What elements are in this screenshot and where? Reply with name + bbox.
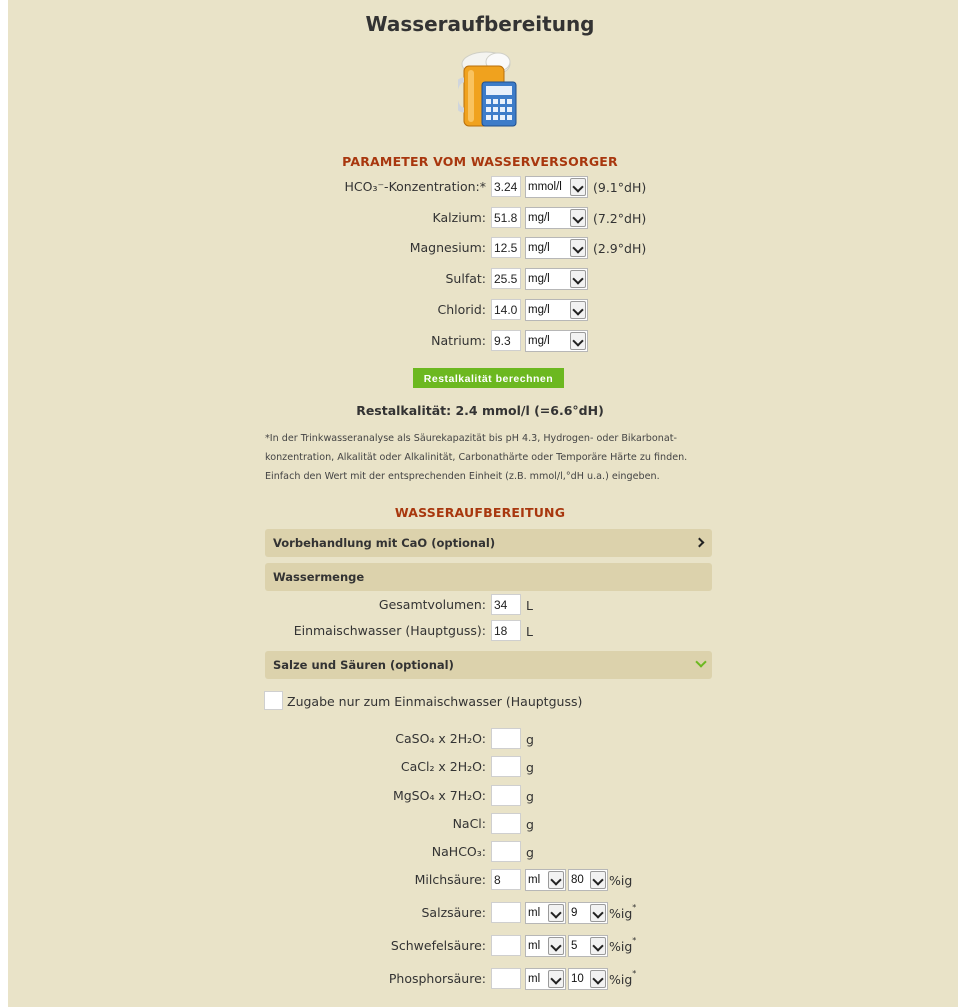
natrium-input[interactable]: [491, 330, 521, 351]
dh-value: (9.1°dH): [593, 180, 647, 195]
chevron-down-icon: [695, 656, 706, 667]
accordion-pretreatment[interactable]: [265, 529, 712, 557]
acid-label: Milchsäure:: [414, 872, 486, 887]
unit-select-value: mg/l: [528, 304, 550, 316]
unit-label: g: [526, 760, 534, 775]
param-label: Chlorid:: [437, 302, 486, 317]
accordion-title: Salze und Säuren (optional): [273, 658, 454, 672]
sulfat-input[interactable]: [491, 268, 521, 289]
acid-label: Phosphorsäure:: [388, 971, 486, 986]
salt-label: NaHCO₃:: [431, 844, 486, 859]
chevron-down-icon: [590, 937, 606, 955]
unit-select-value: mg/l: [528, 242, 550, 254]
accordion-salts-acids[interactable]: [265, 651, 712, 679]
acid-unit-select[interactable]: [525, 902, 566, 924]
acid-unit-select[interactable]: [525, 968, 566, 990]
salt-row: [0, 728, 958, 752]
acid-unit-value: ml: [528, 973, 541, 985]
acid-row-phosphorsaeure: [0, 968, 958, 992]
acid-percent-select[interactable]: [568, 968, 608, 990]
total-volume-input[interactable]: [491, 594, 521, 615]
chevron-down-icon: [570, 209, 586, 227]
param-row-kalzium: [0, 207, 958, 231]
salt-row: [0, 756, 958, 780]
mgso4-input[interactable]: [491, 785, 521, 806]
salt-row: [0, 785, 958, 809]
unit-label: g: [526, 789, 534, 804]
acid-percent-select[interactable]: [568, 869, 608, 891]
percent-suffix: %ig*: [609, 903, 637, 922]
acid-row-salzsaeure: [0, 902, 958, 926]
footnote: [265, 429, 715, 486]
percent-suffix: %ig: [609, 873, 633, 889]
unit-label: g: [526, 732, 534, 747]
param-label: Sulfat:: [445, 271, 486, 286]
footnote-line: Einfach den Wert mit der entsprechenden Einheit (z.B. mmol/l,°dH u.a.) eingeben.: [265, 471, 660, 482]
unit-select[interactable]: [525, 299, 588, 321]
caso4-input[interactable]: [491, 728, 521, 749]
result-text: Restalkalität: 2.4 mmol/l (=6.6°dH): [356, 403, 604, 418]
param-label: HCO₃⁻-Konzentration:*: [344, 179, 486, 194]
acid-label: Salzsäure:: [421, 905, 486, 920]
acid-row-milchsaeure: [0, 869, 958, 893]
chevron-down-icon: [548, 904, 564, 922]
salt-label: NaCl:: [452, 816, 486, 831]
chevron-down-icon: [548, 970, 564, 988]
chevron-down-icon: [590, 871, 606, 889]
hco3-input[interactable]: [491, 176, 521, 197]
unit-label: g: [526, 817, 534, 832]
unit-select-value: mg/l: [528, 273, 550, 285]
param-row-hco3: [0, 176, 958, 200]
acid-unit-select[interactable]: [525, 935, 566, 957]
salt-label: MgSO₄ x 7H₂O:: [392, 788, 486, 803]
accordion-title: Wassermenge: [273, 570, 365, 584]
footnote-line: *In der Trinkwasseranalyse als Säurekapazität bis pH 4.3, Hydrogen- oder Bikarbonat-: [265, 433, 677, 444]
nahco3-input[interactable]: [491, 841, 521, 862]
mash-only-label: Zugabe nur zum Einmaischwasser (Hauptguss): [287, 694, 583, 709]
chevron-down-icon: [570, 239, 586, 257]
water-row-total: [0, 594, 958, 618]
salt-row: [0, 841, 958, 865]
acid-unit-value: ml: [528, 874, 541, 886]
dh-value: (7.2°dH): [593, 211, 647, 226]
param-row-chlorid: [0, 299, 958, 323]
unit-select[interactable]: [525, 207, 588, 229]
beer-mug-calculator-icon: [458, 50, 522, 132]
param-label: Natrium:: [431, 333, 486, 348]
treatment-section-title: WASSERAUFBEREITUNG: [394, 505, 566, 520]
chevron-down-icon: [548, 871, 564, 889]
nacl-input[interactable]: [491, 813, 521, 834]
chevron-right-icon: [695, 538, 705, 548]
magnesium-input[interactable]: [491, 237, 521, 258]
salt-label: CaSO₄ x 2H₂O:: [395, 731, 486, 746]
salt-row: [0, 813, 958, 837]
unit-label: L: [526, 598, 533, 613]
water-row-mash: [0, 620, 958, 644]
unit-label: g: [526, 845, 534, 860]
chevron-down-icon: [590, 904, 606, 922]
unit-select-value: mmol/l: [528, 181, 562, 193]
unit-select[interactable]: [525, 330, 588, 352]
accordion-title: Vorbehandlung mit CaO (optional): [273, 536, 496, 550]
acid-label: Schwefelsäure:: [390, 938, 486, 953]
salzsaeure-input[interactable]: [491, 902, 521, 923]
salt-label: CaCl₂ x 2H₂O:: [400, 759, 486, 774]
chevron-down-icon: [570, 270, 586, 288]
phosphorsaeure-input[interactable]: [491, 968, 521, 989]
calculate-button[interactable]: Restalkalität berechnen: [413, 368, 564, 388]
milchsaeure-input[interactable]: [491, 869, 521, 890]
schwefelsaeure-input[interactable]: [491, 935, 521, 956]
chevron-down-icon: [548, 937, 564, 955]
param-row-natrium: [0, 330, 958, 354]
acid-percent-value: 10: [571, 973, 584, 985]
acid-percent-select[interactable]: [568, 902, 608, 924]
dh-value: (2.9°dH): [593, 241, 647, 256]
unit-select[interactable]: [525, 268, 588, 290]
unit-select-value: mg/l: [528, 212, 550, 224]
param-label: Magnesium:: [409, 240, 486, 255]
accordion-water-amount[interactable]: [265, 563, 712, 591]
params-section-title: PARAMETER VOM WASSERVERSORGER: [342, 154, 618, 169]
acid-percent-value: 5: [571, 940, 578, 952]
chevron-down-icon: [590, 970, 606, 988]
unit-select[interactable]: [525, 176, 588, 198]
percent-suffix: %ig*: [609, 936, 637, 955]
water-label: Gesamtvolumen:: [378, 597, 486, 612]
acid-percent-select[interactable]: [568, 935, 608, 957]
page-title: Wasseraufbereitung: [365, 12, 595, 36]
param-row-magnesium: [0, 237, 958, 261]
chevron-down-icon: [570, 332, 586, 350]
acid-unit-value: ml: [528, 940, 541, 952]
mash-only-checkbox[interactable]: [264, 691, 283, 710]
percent-suffix: %ig*: [609, 969, 637, 988]
cacl2-input[interactable]: [491, 756, 521, 777]
chevron-down-icon: [570, 178, 586, 196]
chevron-down-icon: [570, 301, 586, 319]
param-label: Kalzium:: [432, 210, 486, 225]
unit-label: L: [526, 624, 533, 639]
water-label: Einmaischwasser (Hauptguss):: [293, 623, 486, 638]
acid-percent-value: 9: [571, 907, 578, 919]
mash-water-input[interactable]: [491, 620, 521, 641]
acid-percent-value: 80: [571, 874, 584, 886]
kalzium-input[interactable]: [491, 207, 521, 228]
chlorid-input[interactable]: [491, 299, 521, 320]
unit-select[interactable]: [525, 237, 588, 259]
param-row-sulfat: [0, 268, 958, 292]
acid-unit-select[interactable]: [525, 869, 566, 891]
unit-select-value: mg/l: [528, 335, 550, 347]
footnote-line: konzentration, Alkalität oder Alkalinität, Carbonathärte oder Temporäre Härte zu finden.: [265, 452, 688, 463]
acid-unit-value: ml: [528, 907, 541, 919]
acid-row-schwefelsaeure: [0, 935, 958, 959]
